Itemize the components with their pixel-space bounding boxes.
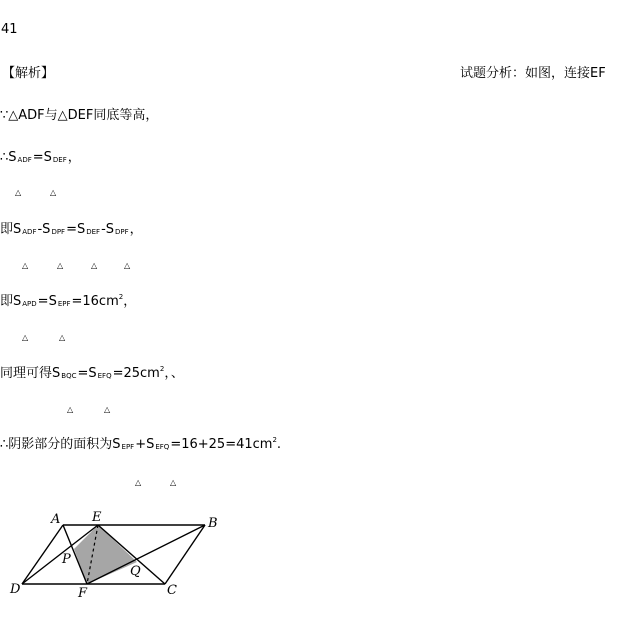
triangle-mark: △ <box>124 261 131 270</box>
segment-AD <box>22 525 63 584</box>
label-D: D <box>10 582 21 597</box>
triangle-mark: △ <box>50 188 57 197</box>
section-label: 【解析】 <box>2 66 55 81</box>
line-bqc-efq: 同理可得$SBQC=SEFQ=25cm^2$，、 <box>0 365 184 381</box>
label-E: E <box>92 510 102 525</box>
triangle-mark: △ <box>91 261 98 270</box>
analysis-intro: 试题分析：如图，连接EF <box>460 66 606 81</box>
triangle-mark: △ <box>104 405 111 414</box>
answer-value: 41 <box>1 22 18 37</box>
triangle-mark: △ <box>22 261 29 270</box>
label-A: A <box>51 512 61 527</box>
triangle-mark: △ <box>15 188 22 197</box>
label-P: P <box>62 552 71 567</box>
triangle-mark: △ <box>170 478 177 487</box>
geometry-figure <box>0 505 240 610</box>
label-C: C <box>167 583 177 598</box>
triangle-mark: △ <box>22 333 29 342</box>
label-F: F <box>78 586 88 601</box>
label-B: B <box>208 516 218 531</box>
line-subtract: 即SADF-SDPF=SDEF-SDPF， <box>0 222 143 237</box>
triangle-mark: △ <box>135 478 142 487</box>
label-Q: Q <box>130 564 141 579</box>
line-apd-epf: 即$SAPD=SEPF=16cm^2$， <box>0 293 137 309</box>
line-same-base: ∵△ADF与△DEF同底等高， <box>0 108 159 123</box>
line-area-equal: ∴SADF=SDEF， <box>0 150 81 165</box>
triangle-mark: △ <box>67 405 74 414</box>
segment-BC <box>165 525 205 584</box>
triangle-mark: △ <box>59 333 66 342</box>
line-shaded-area: ∴阴影部分的面积为$SEPF+SEFQ=16+25=41cm^2$. <box>0 436 282 452</box>
triangle-mark: △ <box>57 261 64 270</box>
